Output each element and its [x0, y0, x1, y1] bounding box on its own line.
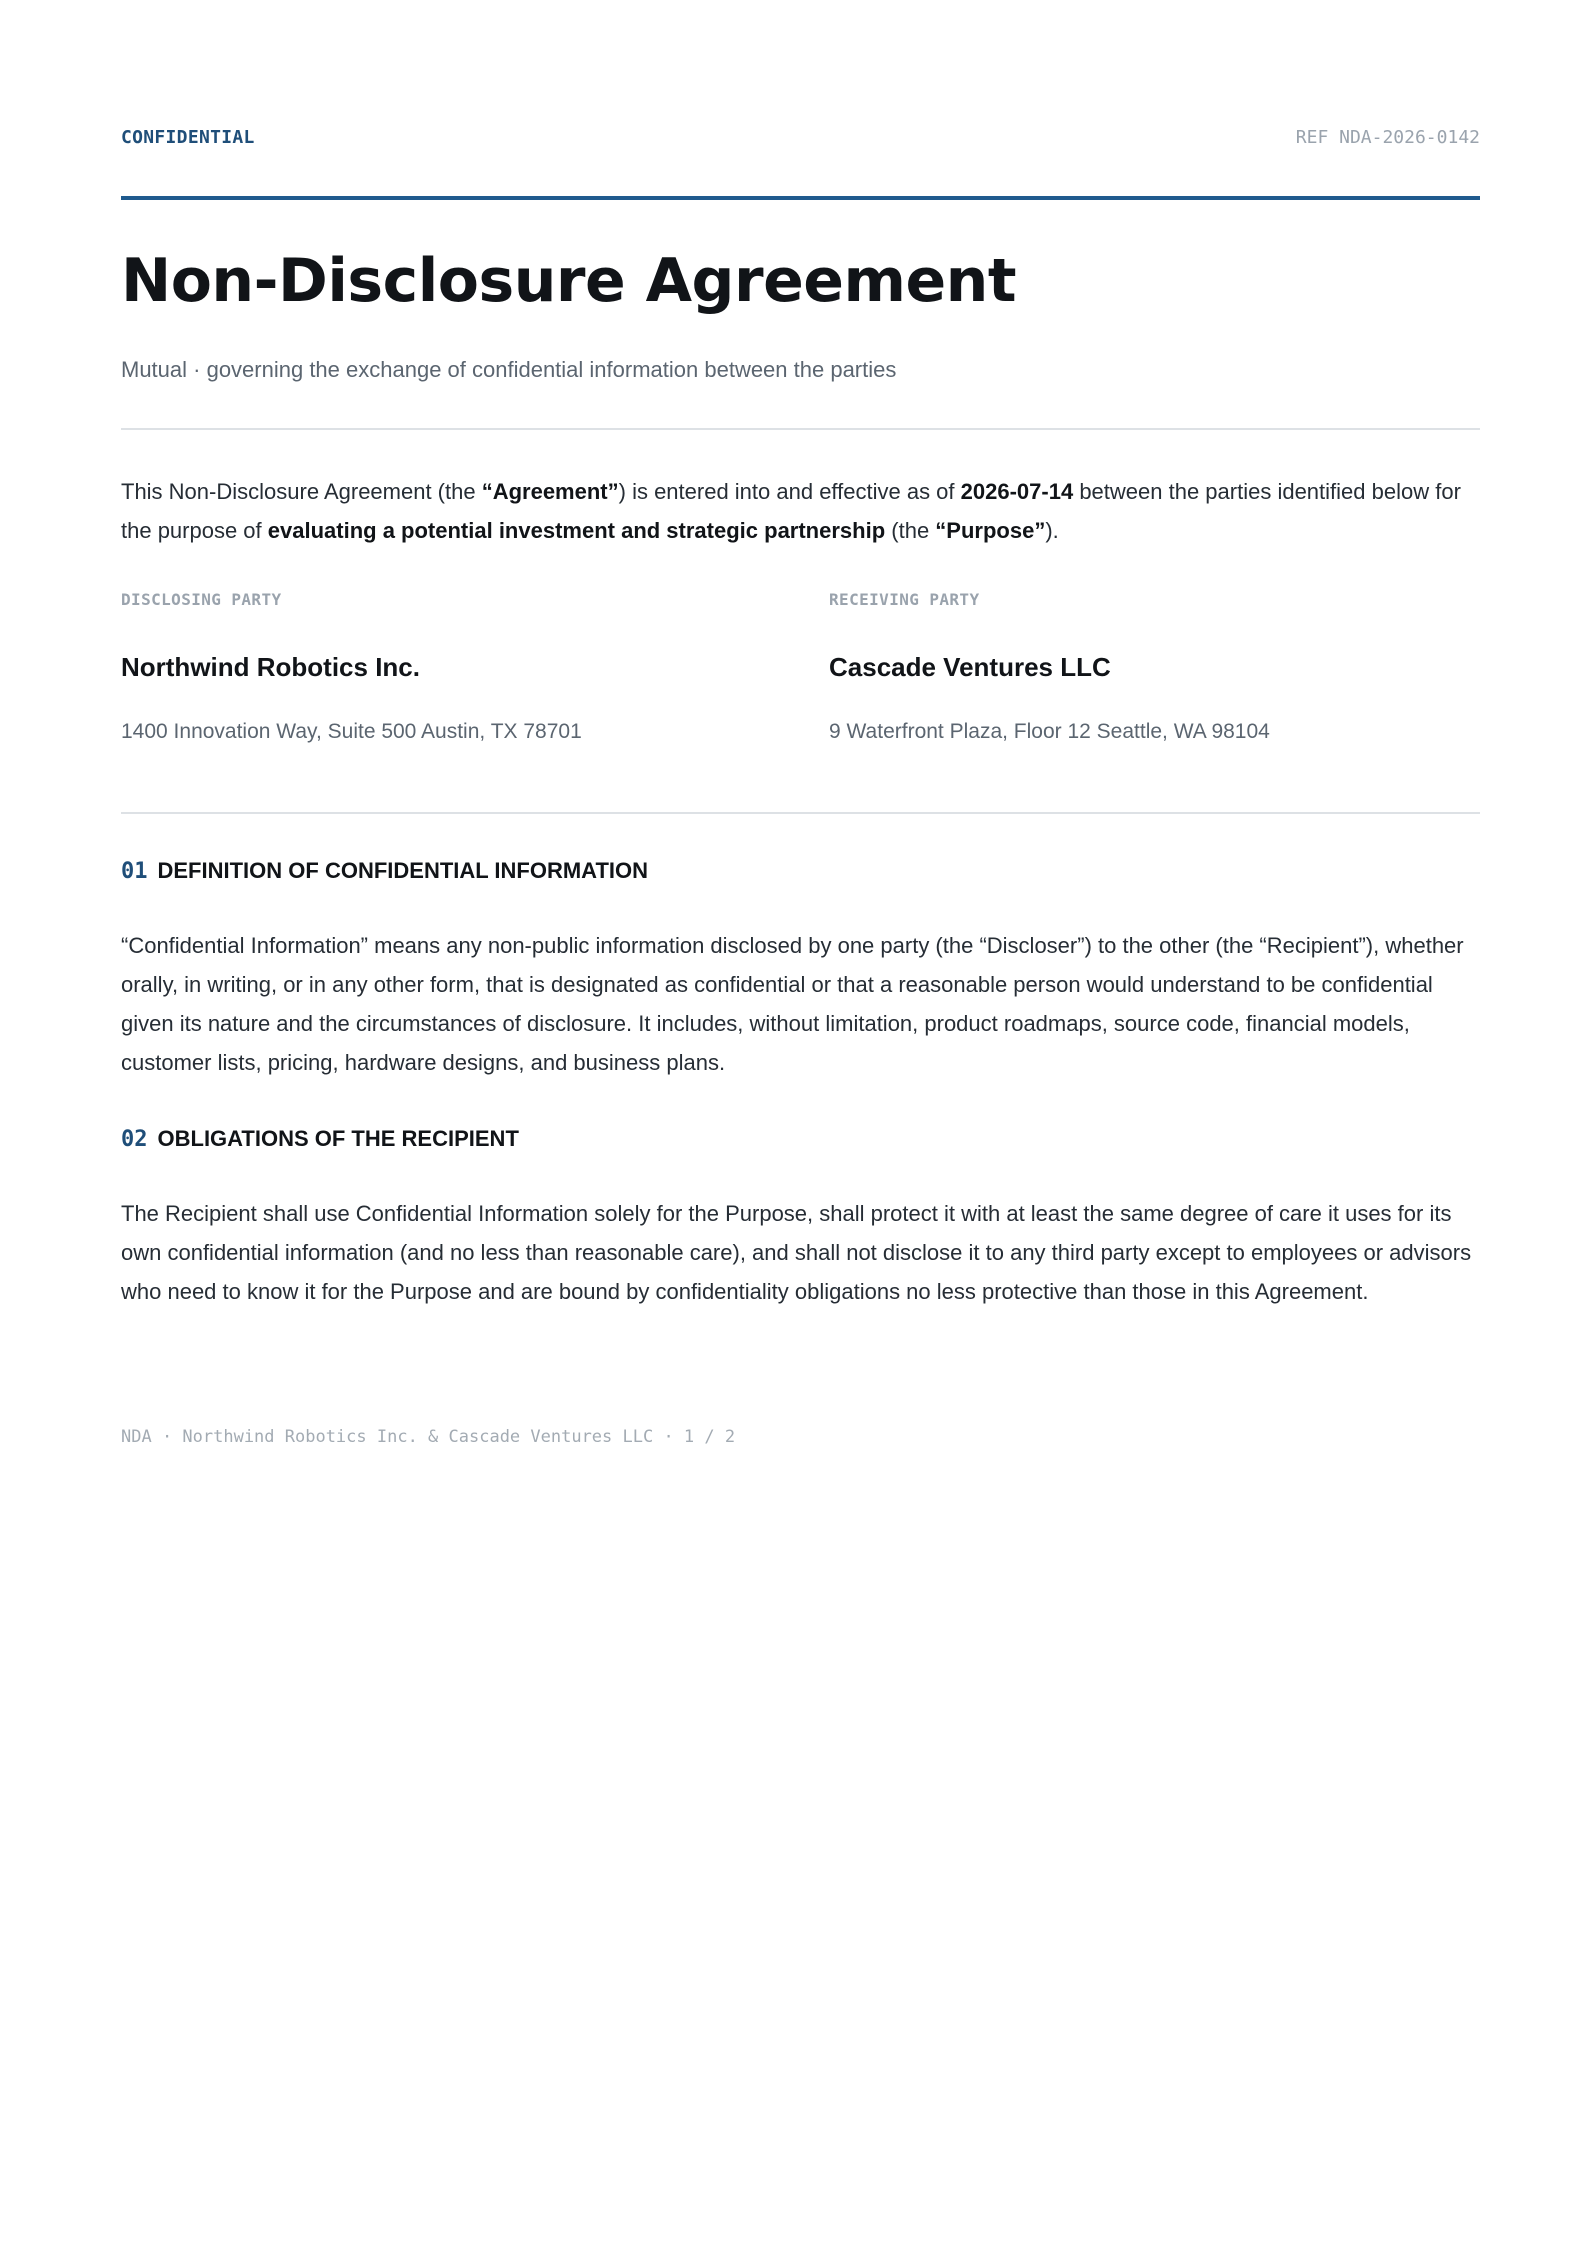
- party-role-label: RECEIVING PARTY: [829, 590, 980, 609]
- document-title: Non-Disclosure Agreement: [121, 246, 1017, 316]
- section-number: 01: [121, 859, 148, 884]
- title-divider: [121, 428, 1480, 430]
- intro-text: between the parties identified below for the purpose of: [121, 479, 1461, 543]
- purpose-term: “Purpose”: [935, 518, 1046, 543]
- section-heading: [121, 1126, 519, 1156]
- party-name: Northwind Robotics Inc.: [121, 652, 420, 682]
- effective-date: 2026-07-14: [960, 479, 1074, 504]
- page-footer: NDA · Northwind Robotics Inc. & Cascade Ventures LLC · 1 / 2: [121, 1427, 736, 1447]
- document-subtitle: Mutual · governing the exchange of confidential information between the parties: [121, 357, 897, 382]
- intro-text: ) is entered into and effective as of: [618, 479, 961, 504]
- intro-paragraph: [121, 472, 1480, 550]
- parties-divider: [121, 812, 1480, 814]
- document-header: [121, 127, 1480, 151]
- section-number: 02: [121, 1127, 148, 1152]
- section-title: OBLIGATIONS OF THE RECIPIENT: [157, 1126, 519, 1151]
- section-title: DEFINITION OF CONFIDENTIAL INFORMATION: [157, 858, 648, 883]
- intro-text: This Non-Disclosure Agreement (the: [121, 479, 482, 504]
- intro-text: (the: [885, 518, 936, 543]
- party-address: 1400 Innovation Way, Suite 500 Austin, TX 78701: [121, 720, 582, 743]
- agreement-term: “Agreement”: [481, 479, 619, 504]
- section-body: “Confidential Information” means any non-public information disclosed by one party (the “Discloser”) to the other (the “Recipient”), whether orally, in writing, or in any other form, that is designated as confidential or that a reasonable person would understand to be confidential given its nature and the circumstances of disclosure. It includes, without limitation, product roadmaps, source code, financial models, customer lists, pricing, hardware designs, and business plans.: [121, 933, 1464, 1075]
- party-role-label: DISCLOSING PARTY: [121, 590, 282, 609]
- header-accent-divider: [121, 196, 1480, 200]
- party-address: 9 Waterfront Plaza, Floor 12 Seattle, WA 98104: [829, 720, 1270, 743]
- purpose-text: evaluating a potential investment and strategic partnership: [267, 518, 886, 543]
- intro-text: ).: [1045, 518, 1059, 543]
- confidential-label: CONFIDENTIAL: [121, 127, 255, 148]
- section-body: The Recipient shall use Confidential Information solely for the Purpose, shall protect it with at least the same degree of care it uses for its own confidential information (and no less than reasonable care), and shall not disclose it to any third party except to employees or advisors who need to know it for the Purpose and are bound by confidentiality obligations no less protective than those in this Agreement.: [121, 1201, 1472, 1304]
- reference-number: REF NDA-2026-0142: [1295, 127, 1480, 148]
- party-name: Cascade Ventures LLC: [829, 652, 1111, 682]
- section-heading: [121, 858, 648, 888]
